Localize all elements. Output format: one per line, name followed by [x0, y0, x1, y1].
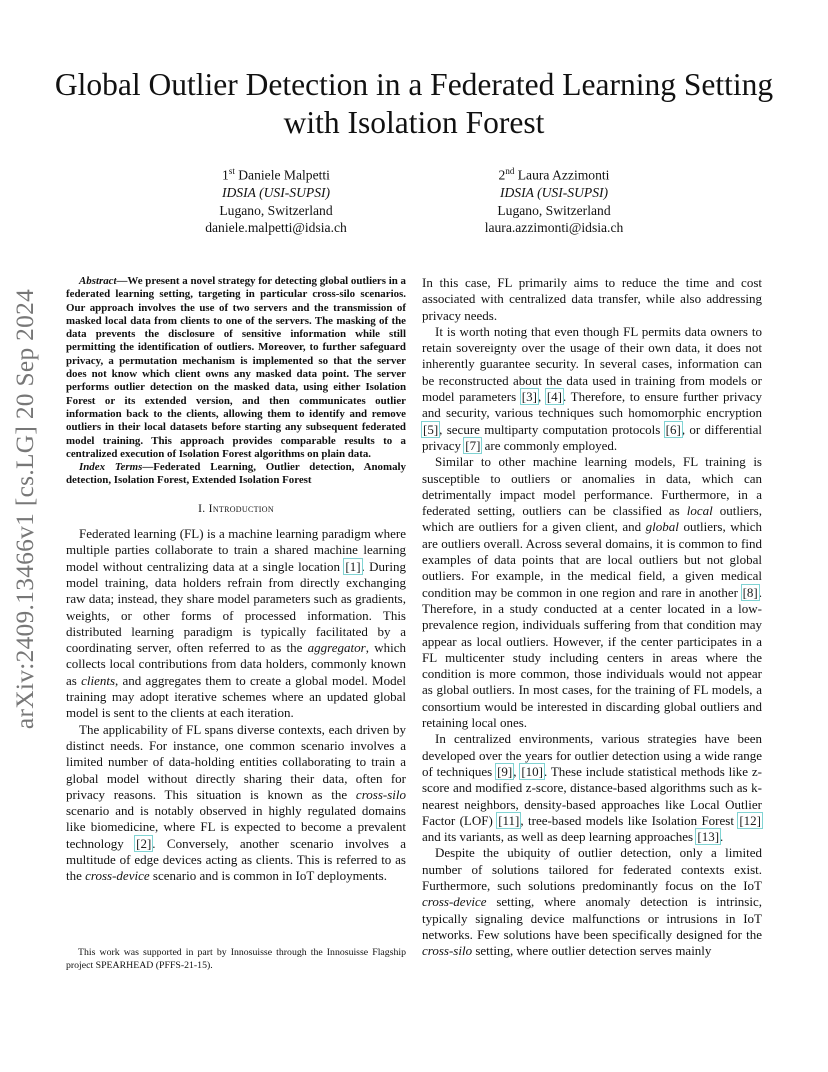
author-email[interactable]: daniele.malpetti@idsia.ch — [205, 220, 347, 236]
author-name: 2nd Laura Azzimonti — [498, 166, 610, 183]
citation-link: [11] — [498, 812, 520, 828]
author-location: Lugano, Switzerland — [497, 202, 611, 218]
arxiv-stamp[interactable]: arXiv:2409.13466v1 [cs.LG] 20 Sep 2024 — [11, 288, 39, 730]
footnote: This work was supported in part by Innosuisse through the Innosuisse Flagship project SPEARHEAD (PFFS-21-15). — [66, 947, 406, 971]
right-column — [422, 275, 762, 959]
author-email[interactable]: laura.azzimonti@idsia.ch — [484, 220, 624, 236]
paper-title: Global Outlier Detection in a Federated Learning Setting with Isolation Forest — [54, 67, 774, 140]
paragraph-federated-solutions: Despite the ubiquity of outlier detection, only a limited number of solutions tailored for federated contexts exist. Furthermore, such solutions predominantly focus on the IoT cross-device setting, where anomaly detection is intrinsic, typically signaling device malfunctions or intrusions in IoT networks. Few solutions have been specifically designed for the cross-silo setting, where outlier detection serves mainly — [422, 845, 762, 959]
author-name: 1st Daniele Malpetti — [222, 166, 330, 183]
paragraph-outliers: Similar to other machine learning models, FL training is susceptible to outliers or anomalies in data, which can detrimentally impact model performance. Furthermore, in a federated setting, outliers can be classified as local outliers, which are outliers for a given client, and global outliers, which are outliers overall. Across several domains, it is common to find examples of data points that are local outliers but not global outliers. For example, in the medical field, a given medical condition may be common in one region and rare in another [8]. Therefore, in a study conducted at a center located in a low-prevalence region, individuals suffering from that condition may appear as local outliers. However, if the center participates in a FL multicenter study including centers in areas where the condition is more common, those individuals would not appear as global outliers. In most cases, for the training of FL models, a consortium would be interested in discarding global outliers and retaining local ones. — [422, 454, 763, 731]
paragraph-centralized: In centralized environments, various strategies have been developed over the years for outlier detection using a wide range of techniques [9], [10]. These include statistical methods like z-score and modified z-score, distance-based algorithms such as k-nearest neighbors, density-based approaches like Local Outlier Factor (LOF) [11], tree-based models like Isolation Forest [12] and its variants, as well as deep learning approaches [13]. — [422, 731, 763, 845]
index-terms: Index Terms—Federated Learning, Outlier detection, Anomaly detection, Isolation Forest, Extended Isolation Forest — [66, 461, 406, 487]
citation-link: [4] — [546, 389, 562, 405]
author-affiliation: IDSIA (USI-SUPSI) — [221, 185, 331, 201]
citation-link: [5] — [423, 421, 439, 437]
citation-link: [12] — [739, 812, 761, 828]
citation-link: [9] — [497, 763, 513, 779]
paragraph-security: It is worth noting that even though FL permits data owners to retain sovereignty over the usage of their own data, it does not inherently guarantee security. In several cases, information can be reconstructed about the data used in training from models or model parameters [3], [4]. Therefore, to ensure further privacy and security, various techniques such homomorphic encryption [5], secure multiparty computation protocols [6], or differential privacy [7] are commonly employed. — [422, 323, 762, 453]
author-block-1 — [146, 163, 406, 237]
citation-link: [13] — [697, 829, 720, 845]
intro-paragraph-1: Federated learning (FL) is a machine learning paradigm where multiple parties collaborate to train a shared machine learning model without centralizing data at a single location [1]. During model training, data holders refrain from directly exchanging raw data; instead, they share model parameters such as gradients, weights, or other forms of processed information. This distributed learning paradigm is typically facilitated by a coordinating server, often referred to as the aggregator, which collects local contributions from data holders, commonly known as clients, and aggregates them to create a global model. Model training may adopt iterative schemes where an updated global model is sent to the clients at each iteration. — [66, 526, 406, 721]
section-heading: I. Introduction — [198, 501, 274, 515]
author-block-2 — [424, 163, 684, 237]
left-column — [66, 275, 406, 885]
citation-link: [8] — [742, 584, 758, 600]
citation-link: [6] — [665, 421, 681, 437]
author-affiliation: IDSIA (USI-SUPSI) — [499, 185, 609, 201]
citation-link: [2] — [136, 835, 152, 851]
citation-link: [3] — [521, 389, 537, 405]
abstract: Abstract—We present a novel strategy for detecting global outliers in a federated learning setting, targeting in particular cross-silo scenarios. Our approach involves the use of two servers and the transmission of masked local data from clients to one of the servers. The masking of the data prevents the disclosure of sensitive information while still permitting the identification of outliers. Moreover, to further safeguard privacy, a permutation mechanism is implemented so that the server does not know which client owns any masked data point. The server performs outlier detection on the masked data, using either Isolation Forest or its extended version, and then communicates outlier information back to the clients, allowing them to identify and remove outliers in their local datasets before starting any subsequent federated model training. This approach provides comparable results to a centralized execution of Isolation Forest algorithms on plain data. — [66, 275, 406, 460]
citation-link: [10] — [521, 763, 543, 779]
citation-link: [7] — [465, 437, 481, 453]
intro-paragraph-2: The applicability of FL spans diverse contexts, each driven by distinct needs. For instance, one common scenario involves a limited number of data-holding entities collaborating to train a global model without directly sharing their data, often for privacy reasons. This situation is known as the cross-silo scenario and is notably observed in highly regulated domains like biomedicine, where FL is expected to become a prevalent technology [2]. Conversely, another scenario involves a multitude of edge devices acting as clients. This is referred to as the cross-device scenario and is common in IoT deployments. — [66, 721, 407, 884]
citation-link: [1] — [345, 558, 361, 574]
paragraph-continued: In this case, FL primarily aims to reduce the time and cost associated with centralized data transfer, while also addressing privacy needs. — [422, 275, 762, 323]
author-location: Lugano, Switzerland — [219, 202, 333, 218]
